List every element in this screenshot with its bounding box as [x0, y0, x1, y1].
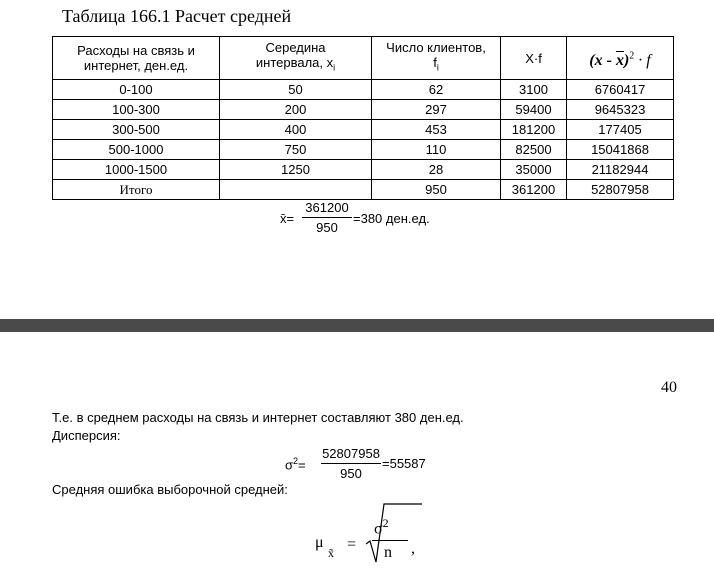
mu-subscript: x̃ [328, 546, 334, 560]
header-midpoint [220, 37, 372, 80]
header-expenses-line2: интернет, ден.ед. [83, 58, 189, 73]
cell-interval: 1000-1500 [53, 160, 220, 180]
formula-xbar: $\overline{x}$ [615, 51, 624, 69]
mean-formula [280, 202, 450, 234]
calculation-table [52, 36, 674, 200]
cell-squared-deviation: 15041868 [567, 140, 674, 160]
cell-xf: 35000 [501, 160, 567, 180]
square-root-icon [364, 500, 424, 566]
header-clients-line2: f [433, 55, 437, 71]
cell-interval: 0-100 [53, 80, 220, 100]
table-row [53, 140, 674, 160]
cell-interval: 500-1000 [53, 140, 220, 160]
cell-interval: 100-300 [53, 100, 220, 120]
cell-total-label: Итого [53, 180, 220, 200]
error-fraction-bar [372, 540, 408, 541]
table-row [53, 100, 674, 120]
table-row [53, 80, 674, 100]
cell-xf: 181200 [501, 120, 567, 140]
formula-power: 2 [629, 50, 635, 62]
header-xf: X·f [501, 37, 567, 80]
cell-xf: 82500 [501, 140, 567, 160]
variance-equals: = [298, 457, 306, 473]
table-header-row [53, 37, 674, 80]
squared-deviation-formula [589, 52, 650, 69]
formula-x: x - [594, 51, 616, 69]
table-row [53, 120, 674, 140]
cell-clients: 28 [372, 160, 501, 180]
formula-open-paren: ( [589, 51, 595, 69]
mean-error-heading: Средняя ошибка выборочной средней: [52, 482, 288, 497]
table-caption: Таблица 166.1 Расчет средней [62, 6, 292, 26]
formula-tail: · f [634, 51, 651, 69]
standard-error-formula [310, 500, 440, 566]
cell-xf: 3100 [501, 80, 567, 100]
header-midpoint-line2: интервала, x [255, 55, 334, 71]
cell-midpoint: 200 [220, 100, 372, 120]
cell-midpoint: 750 [220, 140, 372, 160]
cell-clients: 62 [372, 80, 501, 100]
cell-squared-deviation: 6760417 [567, 80, 674, 100]
dispersion-heading: Дисперсия: [52, 428, 121, 443]
error-numerator [374, 516, 389, 538]
mean-numerator: 361200 [305, 200, 349, 215]
variance-result: =55587 [382, 456, 426, 471]
error-equals: = [347, 536, 357, 553]
cell-clients: 297 [372, 100, 501, 120]
page-separator [0, 319, 714, 332]
cell-clients: 453 [372, 120, 501, 140]
cell-total-mid [220, 180, 372, 200]
variance-sigma: σ [285, 457, 294, 473]
table-row [53, 160, 674, 180]
error-sigma: σ [374, 520, 383, 538]
mean-lhs: x̄= [280, 211, 295, 226]
variance-numerator: 52807958 [322, 446, 380, 461]
cell-midpoint: 1250 [220, 160, 372, 180]
error-denominator: n [384, 544, 392, 561]
cell-midpoint: 400 [220, 120, 372, 140]
header-midpoint-sub: i [333, 62, 336, 73]
variance-lhs [285, 456, 306, 472]
error-comma: , [411, 540, 415, 557]
variance-denominator: 950 [340, 466, 362, 481]
mean-denominator: 950 [316, 220, 338, 235]
cell-squared-deviation: 21182944 [567, 160, 674, 180]
header-clients-line1: Число клиентов, [386, 40, 486, 56]
cell-xf: 59400 [501, 100, 567, 120]
mean-result: =380 ден.ед. [353, 211, 430, 226]
formula-close-paren: ) [623, 51, 630, 69]
variance-fraction-bar [321, 463, 381, 464]
error-power: 2 [382, 516, 389, 530]
header-clients [372, 37, 501, 80]
table-total-row [53, 180, 674, 200]
mean-fraction-bar [302, 217, 352, 218]
cell-midpoint: 50 [220, 80, 372, 100]
variance-formula [285, 446, 455, 480]
header-expenses [53, 37, 220, 80]
cell-clients: 110 [372, 140, 501, 160]
cell-total-clients: 950 [372, 180, 501, 200]
cell-total-squared-deviation: 52807958 [567, 180, 674, 200]
cell-squared-deviation: 177405 [567, 120, 674, 140]
page-number: 40 [661, 379, 677, 396]
cell-interval: 300-500 [53, 120, 220, 140]
header-expenses-line1: Расходы на связь и [77, 43, 195, 58]
header-clients-sub: i [436, 62, 439, 73]
mean-conclusion-text: Т.е. в среднем расходы на связь и интернет составляют 380 ден.ед. [52, 410, 464, 425]
header-midpoint-line1: Середина [265, 40, 326, 56]
cell-total-xf: 361200 [501, 180, 567, 200]
mu-symbol: μ [315, 534, 324, 551]
header-squared-deviation [567, 37, 674, 80]
cell-squared-deviation: 9645323 [567, 100, 674, 120]
variance-power: 2 [293, 456, 299, 466]
